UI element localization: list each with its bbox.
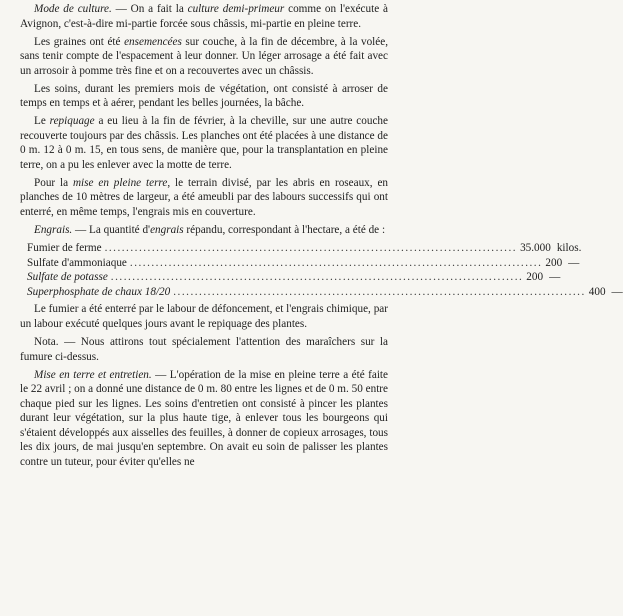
emphasis-span: engrais	[150, 223, 184, 236]
section-heading-nota: Nota.	[34, 336, 59, 349]
fertilizer-label: Sulfate de potasse	[27, 271, 108, 284]
paragraph-mise-en-terre	[20, 368, 388, 470]
fertilizer-quantity: 200	[545, 256, 563, 269]
leader-dots: ................................................................................................	[110, 271, 524, 284]
leader-dots: ................................................................................................	[104, 242, 518, 255]
fertilizer-row	[27, 241, 582, 256]
paragraph-mode-de-culture	[20, 2, 388, 31]
text-span: Les graines ont été	[34, 35, 125, 48]
paragraph-mise-en-pleine-terre	[20, 176, 388, 220]
text-span: , le terrain divisé, par les abris en roseaux, en planches de 10 mètres de largeur, a été ameubli par des labours successifs qui ont enterré, en même temps, l'engrais mis en couverture.	[20, 176, 388, 218]
fertilizer-label: Superphosphate de chaux 18/20	[27, 285, 171, 298]
section-heading-mise-en-terre: Mise en terre et entretien.	[34, 368, 152, 381]
paragraph-engrais	[20, 223, 388, 238]
leader-dots: ................................................................................................	[173, 285, 586, 298]
paragraph-ensemencement	[20, 35, 388, 79]
text-span: — L'opération de la mise en pleine terre a été faite le 22 avril ; on a donné une distance de 0 m. 80 entre les lignes et de 0 m. 50 entre chaque pied sur les lignes. Les soins d'entretien ont consisté à pincer les plantes durant leur végétation, sur la plus haute tige, à enlever tous les bourgeons qui s'étaient développés aux aisselles des feuilles, à donner de copieux arrosages, tous les dix jours, de mai jusqu'en septembre. On avait eu soin de palisser les plantes contre un tuteur, pour éviter qu'elles ne	[20, 368, 389, 468]
emphasis-span: repiquage	[49, 115, 95, 128]
text-span: — La quantité d'	[72, 223, 151, 236]
text-span: — Nous attirons tout spécialement l'attention des maraîchers sur la fumure ci-dessus.	[20, 336, 388, 363]
fertilizer-quantity: 200	[526, 271, 544, 284]
fertilizer-unit: —	[568, 256, 580, 269]
leader-dots: ................................................................................................	[129, 256, 543, 269]
paragraph-fumier	[20, 302, 388, 331]
paragraph-nota	[20, 335, 388, 364]
emphasis-span: mise en pleine terre	[72, 176, 168, 189]
fertilizer-row	[27, 270, 561, 285]
text-span: Le fumier a été enterré par le labour de défoncement, et l'engrais chimique, par un labour exécuté quelques jours avant le repiquage des plantes.	[20, 303, 388, 330]
fertilizer-quantity: 35.000	[520, 242, 551, 255]
fertilizer-row	[27, 256, 580, 271]
text-span: Pour la	[34, 176, 73, 189]
fertilizer-label: Fumier de ferme	[27, 242, 102, 255]
paragraph-soins	[20, 82, 388, 111]
fertilizer-unit: —	[549, 271, 561, 284]
fertilizer-row	[27, 285, 623, 300]
emphasis-span: culture demi-primeur	[187, 3, 285, 15]
fertilizer-label: Sulfate d'ammoniaque	[27, 256, 127, 269]
text-span: a eu lieu à la fin de février, à la cheville, sur une autre couche recouverte toujours par des châssis. Les planches ont été placées à une distance de 0 m. 12 à 0 m. 15, en tous sens, de manière que, pour la transplantation en pleine terre, on a pu les enlever avec la motte de terre.	[20, 115, 388, 171]
emphasis-span: ensemencées	[124, 35, 182, 48]
text-span: Les soins, durant les premiers mois de végétation, ont consisté à arroser de temps en temps et à aérer, pendant les belles journées, la bâche.	[20, 82, 388, 110]
text-span: — On a fait la	[111, 3, 188, 15]
fertilizer-unit: —	[611, 285, 623, 298]
text-span: Le	[34, 115, 50, 128]
text-span: comme on l'exécute à Avignon, c'est-à-dire mi-partie forcée sous châssis, mi-partie en pleine terre.	[20, 3, 388, 30]
fertilizer-table	[20, 241, 623, 299]
text-span: sur couche, à la fin de décembre, à la volée, sans tenir compte de l'espacement à leur donner. Un léger arrosage a été fait avec un arrosoir à pomme très fine et on a recouvertes avec un châssis.	[20, 35, 389, 77]
text-span: répandu, correspondant à l'hectare, a été de :	[183, 223, 386, 236]
fertilizer-quantity: 400	[588, 285, 606, 298]
section-heading-engrais: Engrais.	[34, 223, 73, 236]
paragraph-repiquage	[20, 114, 388, 172]
fertilizer-unit: kilos.	[556, 242, 582, 255]
section-heading-mode-de-culture: Mode de culture.	[34, 3, 112, 15]
